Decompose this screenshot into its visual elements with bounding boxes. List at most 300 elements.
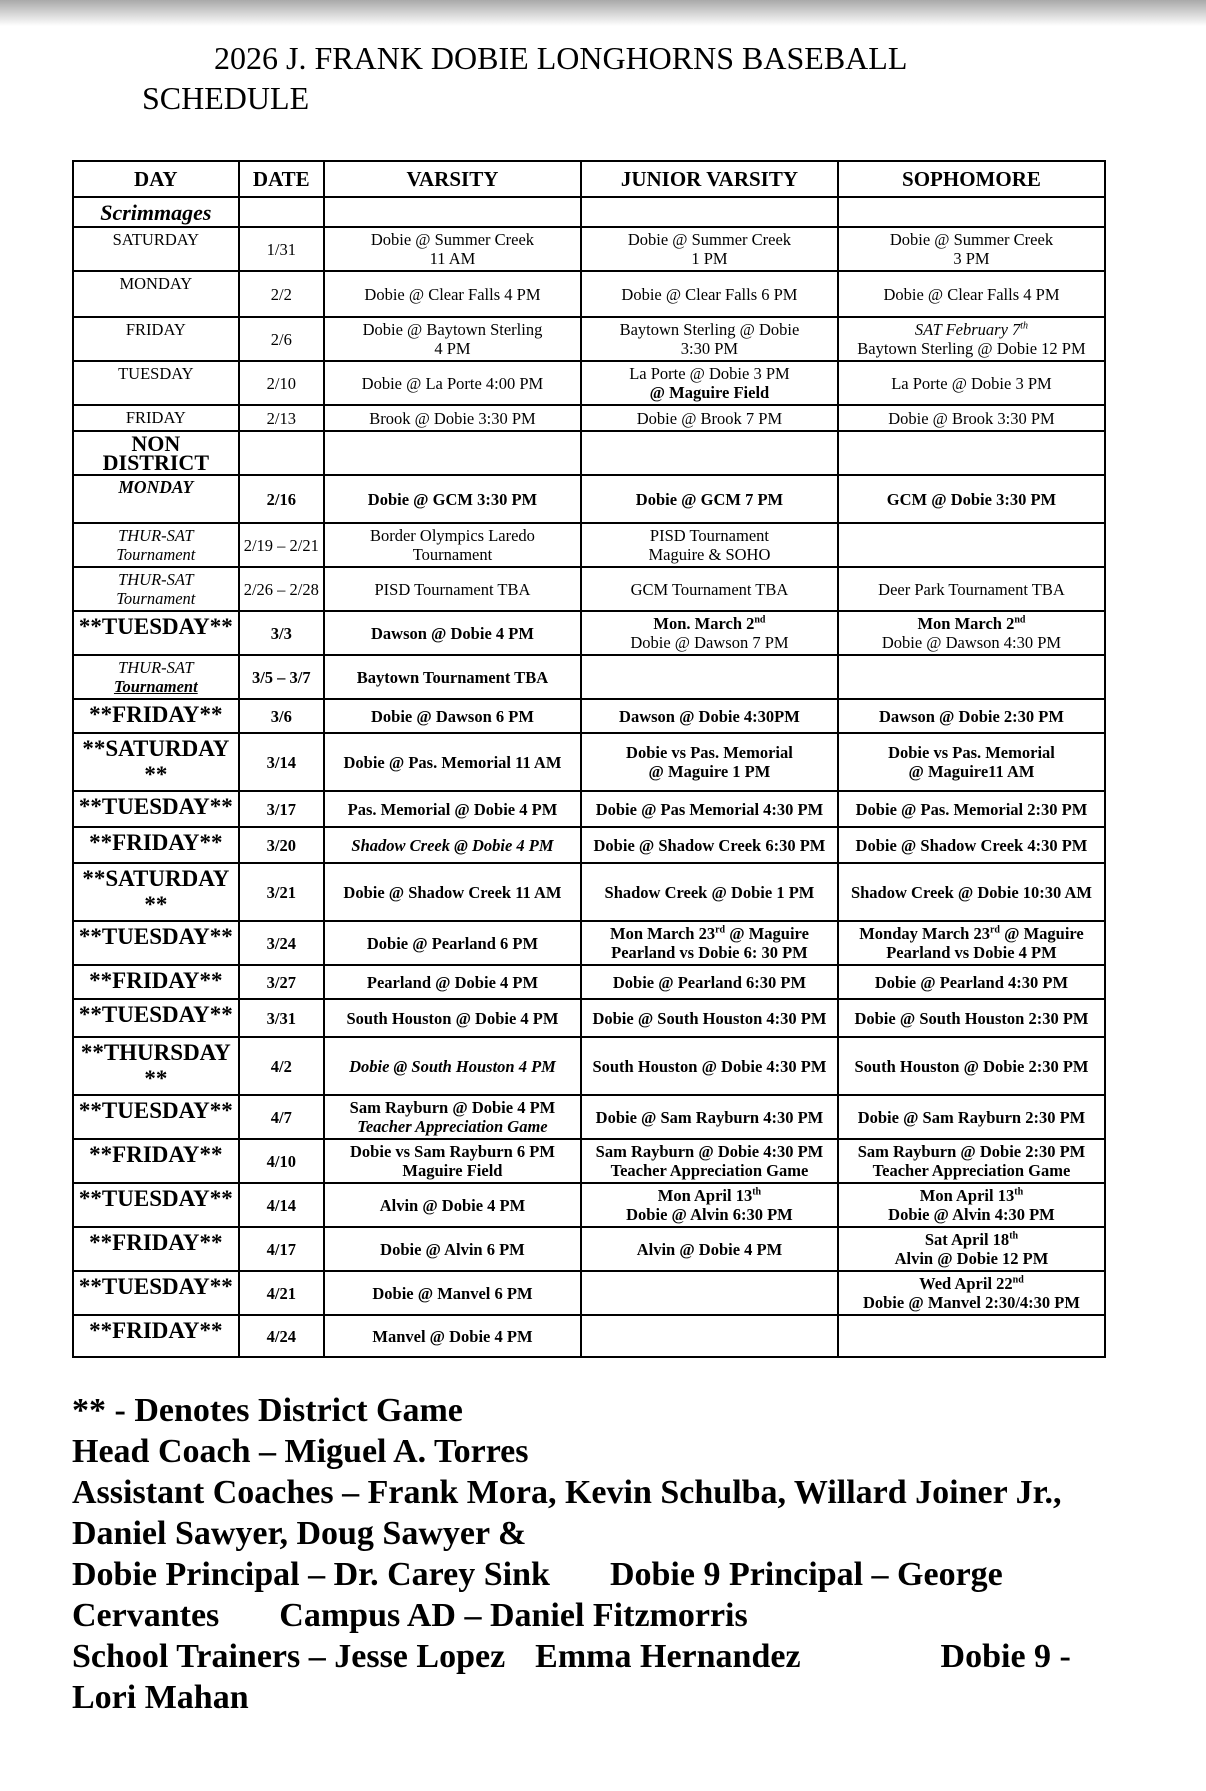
varsity-cell-line-2: Maguire Field bbox=[402, 1161, 503, 1180]
varsity-cell-text: Alvin @ Dobie 4 PM bbox=[379, 1195, 526, 1215]
varsity-cell-text: Dobie @ Pas. Memorial 11 AM bbox=[343, 752, 562, 772]
date-cell: 4/17 bbox=[239, 1227, 324, 1271]
campus-ad: Campus AD – Daniel Fitzmorris bbox=[279, 1597, 748, 1634]
schedule-row bbox=[73, 863, 1105, 921]
varsity-cell-text: Dobie @ Alvin 6 PM bbox=[380, 1239, 525, 1259]
assistant-coaches-line-2: Daniel Sawyer, Doug Sawyer & bbox=[72, 1515, 527, 1552]
soph-cell bbox=[838, 733, 1105, 791]
date-cell: 3/24 bbox=[239, 921, 324, 965]
soph-cell bbox=[838, 1095, 1105, 1139]
varsity-cell-line-1 bbox=[327, 1009, 578, 1028]
jv-cell-text: Dobie @ South Houston 4:30 PM bbox=[592, 1008, 827, 1028]
day-label: THUR-SAT bbox=[118, 526, 194, 545]
varsity-cell bbox=[324, 921, 581, 965]
varsity-cell bbox=[324, 361, 581, 405]
day-cell bbox=[73, 1037, 239, 1095]
soph-cell-line-1 bbox=[841, 924, 1102, 943]
soph-cell-line-2: Pearland vs Dobie 4 PM bbox=[886, 943, 1057, 962]
ordinal-suffix: th bbox=[1009, 1230, 1019, 1242]
jv-cell-text: Dobie @ Shadow Creek 6:30 PM bbox=[593, 835, 826, 855]
soph-cell bbox=[838, 699, 1105, 733]
jv-cell-line-1 bbox=[584, 800, 835, 819]
jv-cell-line-1 bbox=[584, 1108, 835, 1127]
varsity-cell bbox=[324, 227, 581, 271]
header-row bbox=[73, 161, 1105, 197]
soph-cell-line-1 bbox=[841, 490, 1102, 509]
day-label: FRIDAY bbox=[125, 408, 186, 427]
jv-cell-text: GCM Tournament TBA bbox=[630, 579, 789, 599]
soph-cell-line-2: Dobie @ Dawson 4:30 PM bbox=[881, 633, 1062, 652]
date-cell: 2/19 – 2/21 bbox=[239, 523, 324, 567]
varsity-cell-line-1 bbox=[327, 285, 578, 304]
ordinal-suffix: rd bbox=[715, 924, 726, 936]
soph-cell-text: Dobie @ Pas. Memorial 2:30 PM bbox=[855, 799, 1088, 819]
jv-cell bbox=[581, 227, 838, 271]
soph-cell-line-1 bbox=[841, 1009, 1102, 1028]
varsity-cell bbox=[324, 1095, 581, 1139]
soph-cell-line-1 bbox=[841, 836, 1102, 855]
jv-cell-line-1 bbox=[584, 1009, 835, 1028]
day-label: **SATURDAY bbox=[82, 866, 230, 891]
varsity-cell bbox=[324, 317, 581, 361]
ordinal-suffix: th bbox=[1014, 1186, 1024, 1198]
jv-cell-line-1 bbox=[584, 285, 835, 304]
schedule-row bbox=[73, 1183, 1105, 1227]
ordinal-suffix: th bbox=[1020, 320, 1029, 332]
jv-cell bbox=[581, 1227, 838, 1271]
soph-cell-text: SAT February 7 bbox=[914, 320, 1021, 339]
jv-cell bbox=[581, 271, 838, 317]
jv-cell-text: Dobie @ Sam Rayburn 4:30 PM bbox=[595, 1107, 824, 1127]
schedule-row bbox=[73, 827, 1105, 863]
jv-cell bbox=[581, 1271, 838, 1315]
jv-cell-line-1 bbox=[584, 1057, 835, 1076]
section-non-district bbox=[73, 431, 239, 475]
soph-cell bbox=[838, 655, 1105, 699]
varsity-cell-text: Dobie @ Summer Creek bbox=[370, 230, 535, 249]
jv-cell-line-1 bbox=[584, 409, 835, 428]
jv-cell-text: La Porte @ Dobie 3 PM bbox=[629, 364, 790, 383]
soph-cell-line-1 bbox=[841, 707, 1102, 726]
day-cell bbox=[73, 1095, 239, 1139]
schedule-row bbox=[73, 1095, 1105, 1139]
varsity-cell-line-1 bbox=[327, 707, 578, 726]
day-label: **TUESDAY** bbox=[78, 614, 233, 639]
day-label: **FRIDAY** bbox=[89, 968, 223, 993]
empty-cell bbox=[239, 197, 324, 227]
header-date: DATE bbox=[239, 161, 324, 197]
jv-cell bbox=[581, 733, 838, 791]
date-cell: 4/14 bbox=[239, 1183, 324, 1227]
header-varsity: VARSITY bbox=[324, 161, 581, 197]
date-cell: 2/16 bbox=[239, 475, 324, 523]
varsity-cell bbox=[324, 733, 581, 791]
day-label: THUR-SAT bbox=[118, 658, 194, 677]
head-coach: Head Coach – Miguel A. Torres bbox=[72, 1433, 529, 1470]
soph-cell-line-2: Dobie @ Alvin 4:30 PM bbox=[888, 1205, 1055, 1224]
jv-cell bbox=[581, 361, 838, 405]
jv-cell-text: South Houston @ Dobie 4:30 PM bbox=[592, 1056, 827, 1076]
day-label: TUESDAY bbox=[118, 364, 194, 383]
title-line-2: SCHEDULE bbox=[142, 80, 310, 116]
varsity-cell-text: Manvel @ Dobie 4 PM bbox=[372, 1326, 533, 1346]
soph-cell-line-2: Alvin @ Dobie 12 PM bbox=[894, 1249, 1049, 1268]
soph-cell-text: Dobie vs Pas. Memorial bbox=[888, 743, 1055, 762]
varsity-cell bbox=[324, 791, 581, 827]
jv-cell-line-1 bbox=[584, 230, 835, 249]
day-label: **TUESDAY** bbox=[78, 794, 233, 819]
varsity-cell-line-1 bbox=[327, 230, 578, 249]
jv-cell-text: Dobie @ Summer Creek bbox=[627, 230, 792, 249]
varsity-cell-line-1 bbox=[327, 973, 578, 992]
jv-cell-line-1 bbox=[584, 883, 835, 902]
soph-cell-text: Dobie @ Sam Rayburn 2:30 PM bbox=[857, 1107, 1086, 1127]
soph-cell-text: Dobie @ Shadow Creek 4:30 PM bbox=[855, 835, 1088, 855]
jv-cell bbox=[581, 567, 838, 611]
trainer-2: Emma Hernandez bbox=[535, 1638, 801, 1675]
day-label: **SATURDAY bbox=[82, 736, 230, 761]
varsity-cell-line-1 bbox=[327, 624, 578, 643]
varsity-cell-line-1 bbox=[327, 409, 578, 428]
jv-cell bbox=[581, 921, 838, 965]
schedule-row bbox=[73, 611, 1105, 655]
varsity-cell-line-2: Teacher Appreciation Game bbox=[357, 1117, 548, 1136]
jv-cell bbox=[581, 405, 838, 431]
date-cell: 4/7 bbox=[239, 1095, 324, 1139]
empty-cell bbox=[324, 197, 581, 227]
jv-cell bbox=[581, 1095, 838, 1139]
varsity-cell bbox=[324, 271, 581, 317]
day-cell bbox=[73, 965, 239, 999]
varsity-cell-line-1 bbox=[327, 1057, 578, 1076]
soph-cell-line-1 bbox=[841, 1274, 1102, 1293]
jv-cell-line-1 bbox=[584, 614, 835, 633]
dobie9-principal: Dobie 9 Principal – George bbox=[609, 1556, 1003, 1593]
schedule-row bbox=[73, 475, 1105, 523]
soph-cell-line-2: Baytown Sterling @ Dobie 12 PM bbox=[857, 339, 1086, 358]
soph-cell-text: South Houston @ Dobie 2:30 PM bbox=[854, 1056, 1089, 1076]
varsity-cell bbox=[324, 1315, 581, 1357]
day-label: SATURDAY bbox=[112, 230, 200, 249]
day-cell bbox=[73, 699, 239, 733]
jv-cell bbox=[581, 475, 838, 523]
soph-cell bbox=[838, 361, 1105, 405]
varsity-cell bbox=[324, 405, 581, 431]
varsity-cell-text: Dobie @ Baytown Sterling bbox=[362, 320, 543, 339]
jv-cell bbox=[581, 1315, 838, 1357]
soph-cell-line-1 bbox=[841, 580, 1102, 599]
soph-cell-text: Mon March 2 bbox=[917, 614, 1015, 633]
varsity-cell-line-1 bbox=[327, 668, 578, 687]
soph-cell-line-1 bbox=[841, 883, 1102, 902]
day-label: **FRIDAY** bbox=[89, 830, 223, 855]
jv-cell-text: Mon. March 2 bbox=[653, 614, 755, 633]
soph-cell-line-1 bbox=[841, 1142, 1102, 1161]
section-non-district-label: NON DISTRICT bbox=[102, 431, 209, 475]
jv-cell bbox=[581, 1183, 838, 1227]
varsity-cell-text: Dobie @ Shadow Creek 11 AM bbox=[343, 882, 562, 902]
varsity-cell-line-1 bbox=[327, 374, 578, 393]
varsity-cell-text: Dobie @ Dawson 6 PM bbox=[370, 706, 534, 726]
soph-cell bbox=[838, 1315, 1105, 1357]
jv-cell bbox=[581, 1139, 838, 1183]
date-cell: 3/3 bbox=[239, 611, 324, 655]
varsity-cell-line-1 bbox=[327, 753, 578, 772]
jv-cell-line-1 bbox=[584, 924, 835, 943]
soph-cell-text: Dobie @ South Houston 2:30 PM bbox=[854, 1008, 1089, 1028]
schedule-row bbox=[73, 567, 1105, 611]
jv-cell-line-1 bbox=[584, 973, 835, 992]
schedule-body bbox=[73, 197, 1105, 1357]
day-label-2: ** bbox=[144, 892, 168, 917]
section-scrimmages-label: Scrimmages bbox=[100, 199, 212, 225]
principal-cont-line bbox=[72, 1595, 1132, 1636]
jv-cell-line-2: Teacher Appreciation Game bbox=[610, 1161, 809, 1180]
varsity-cell-line-1 bbox=[327, 490, 578, 509]
soph-cell bbox=[838, 827, 1105, 863]
soph-cell bbox=[838, 999, 1105, 1037]
schedule-row bbox=[73, 523, 1105, 567]
varsity-cell-text: Dobie @ Manvel 6 PM bbox=[372, 1283, 533, 1303]
date-cell: 1/31 bbox=[239, 227, 324, 271]
soph-cell-line-1 bbox=[841, 1186, 1102, 1205]
soph-cell bbox=[838, 271, 1105, 317]
jv-cell-line-1 bbox=[584, 1186, 835, 1205]
jv-cell-text: Dobie @ Clear Falls 6 PM bbox=[621, 284, 798, 304]
school-trainers: School Trainers – Jesse Lopez bbox=[72, 1638, 506, 1675]
ordinal-suffix: rd bbox=[989, 924, 1000, 936]
schedule-row bbox=[73, 699, 1105, 733]
ordinal-suffix: th bbox=[752, 1186, 762, 1198]
empty-cell bbox=[838, 431, 1105, 475]
varsity-cell-text: Border Olympics Laredo bbox=[369, 526, 535, 545]
day-cell bbox=[73, 733, 239, 791]
soph-cell-text: Dobie @ Pearland 4:30 PM bbox=[874, 972, 1069, 992]
soph-cell-line-2: Teacher Appreciation Game bbox=[872, 1161, 1071, 1180]
date-cell: 3/31 bbox=[239, 999, 324, 1037]
soph-cell-line-1 bbox=[841, 1108, 1102, 1127]
jv-cell-text: Dobie vs Pas. Memorial bbox=[626, 743, 793, 762]
soph-cell bbox=[838, 523, 1105, 567]
dobie-principal: Dobie Principal – Dr. Carey Sink bbox=[72, 1556, 550, 1593]
soph-cell bbox=[838, 791, 1105, 827]
section-scrimmages-row bbox=[73, 197, 1105, 227]
varsity-cell-text: Shadow Creek @ Dobie 4 PM bbox=[351, 835, 554, 855]
section-non-district-row bbox=[73, 431, 1105, 475]
varsity-cell-text: PISD Tournament TBA bbox=[374, 579, 531, 599]
soph-cell-text: GCM @ Dobie 3:30 PM bbox=[886, 489, 1057, 509]
dobie9-principal-cont: Cervantes bbox=[72, 1597, 220, 1634]
soph-cell-text: Dobie @ Brook 3:30 PM bbox=[888, 408, 1055, 428]
varsity-cell bbox=[324, 655, 581, 699]
soph-cell-text: Dobie @ Clear Falls 4 PM bbox=[883, 284, 1060, 304]
soph-cell bbox=[838, 1227, 1105, 1271]
varsity-cell-line-1 bbox=[327, 883, 578, 902]
jv-cell bbox=[581, 863, 838, 921]
jv-cell-line-1 bbox=[584, 526, 835, 545]
jv-cell-line-1 bbox=[584, 490, 835, 509]
jv-cell-text: Dawson @ Dobie 4:30PM bbox=[619, 706, 800, 726]
varsity-cell bbox=[324, 1227, 581, 1271]
jv-cell bbox=[581, 999, 838, 1037]
soph-cell-line-2: 3 PM bbox=[953, 249, 990, 268]
day-label: THUR-SAT bbox=[118, 570, 194, 589]
district-legend: ** - Denotes District Game bbox=[72, 1392, 463, 1429]
soph-cell-line-1 bbox=[841, 230, 1102, 249]
varsity-cell bbox=[324, 1037, 581, 1095]
jv-cell-line-2: Maguire & SOHO bbox=[648, 545, 771, 564]
varsity-cell bbox=[324, 475, 581, 523]
date-cell: 4/24 bbox=[239, 1315, 324, 1357]
soph-cell bbox=[838, 1271, 1105, 1315]
empty-cell bbox=[581, 431, 838, 475]
jv-cell-line-2: Dobie @ Alvin 6:30 PM bbox=[626, 1205, 793, 1224]
schedule-row bbox=[73, 271, 1105, 317]
jv-cell bbox=[581, 655, 838, 699]
varsity-cell-line-1 bbox=[327, 800, 578, 819]
jv-cell-line-1 bbox=[584, 707, 835, 726]
soph-cell-text: Sat April 18 bbox=[924, 1230, 1010, 1249]
soph-cell bbox=[838, 863, 1105, 921]
varsity-cell-line-2: Tournament bbox=[412, 545, 493, 564]
jv-cell bbox=[581, 523, 838, 567]
varsity-cell-text: Dobie @ Clear Falls 4 PM bbox=[364, 284, 541, 304]
varsity-cell-text: Pearland @ Dobie 4 PM bbox=[366, 972, 539, 992]
day-label: **THURSDAY bbox=[80, 1040, 231, 1065]
schedule-row bbox=[73, 733, 1105, 791]
dobie9-trainer-label: Dobie 9 - bbox=[940, 1638, 1071, 1675]
day-label-2: Tournament bbox=[116, 545, 196, 564]
soph-cell-text: Dawson @ Dobie 2:30 PM bbox=[879, 706, 1064, 726]
schedule-row bbox=[73, 999, 1105, 1037]
jv-cell bbox=[581, 699, 838, 733]
soph-cell-line-1 bbox=[841, 800, 1102, 819]
ordinal-suffix: nd bbox=[754, 614, 766, 626]
varsity-cell bbox=[324, 567, 581, 611]
varsity-cell bbox=[324, 1183, 581, 1227]
varsity-cell-line-1 bbox=[327, 1284, 578, 1303]
jv-cell-line-1 bbox=[584, 364, 835, 383]
day-label-2: ** bbox=[144, 762, 168, 787]
varsity-cell-line-1 bbox=[327, 934, 578, 953]
empty-cell bbox=[239, 431, 324, 475]
day-cell bbox=[73, 999, 239, 1037]
day-label: MONDAY bbox=[118, 477, 194, 497]
schedule-row bbox=[73, 405, 1105, 431]
soph-cell-line-1 bbox=[841, 1057, 1102, 1076]
day-cell bbox=[73, 827, 239, 863]
jv-cell-line-1 bbox=[584, 1142, 835, 1161]
varsity-cell bbox=[324, 1139, 581, 1183]
jv-cell bbox=[581, 317, 838, 361]
jv-cell-line-1 bbox=[584, 836, 835, 855]
jv-cell-line-2: 3:30 PM bbox=[680, 339, 739, 358]
day-label: **FRIDAY** bbox=[89, 1230, 223, 1255]
date-cell: 2/2 bbox=[239, 271, 324, 317]
soph-cell-line-1 bbox=[841, 285, 1102, 304]
day-cell bbox=[73, 405, 239, 431]
day-cell bbox=[73, 791, 239, 827]
soph-cell-text: Wed April 22 bbox=[919, 1274, 1013, 1293]
day-label: **FRIDAY** bbox=[89, 702, 223, 727]
soph-cell-text: Dobie @ Summer Creek bbox=[889, 230, 1054, 249]
schedule-row bbox=[73, 361, 1105, 405]
soph-cell-line-1 bbox=[841, 320, 1102, 339]
varsity-cell bbox=[324, 965, 581, 999]
soph-cell bbox=[838, 1037, 1105, 1095]
jv-cell-text: Baytown Sterling @ Dobie bbox=[619, 320, 800, 339]
varsity-cell-text: Brook @ Dobie 3:30 PM bbox=[369, 408, 536, 428]
schedule-row bbox=[73, 1037, 1105, 1095]
varsity-cell-line-1 bbox=[327, 580, 578, 599]
jv-cell-text: Mon March 23 bbox=[610, 924, 716, 943]
empty-cell bbox=[581, 197, 838, 227]
day-cell bbox=[73, 523, 239, 567]
date-cell: 3/5 – 3/7 bbox=[239, 655, 324, 699]
varsity-cell bbox=[324, 611, 581, 655]
varsity-cell-text: Sam Rayburn @ Dobie 4 PM bbox=[349, 1098, 556, 1117]
soph-cell-text: La Porte @ Dobie 3 PM bbox=[891, 373, 1052, 393]
day-label: **TUESDAY** bbox=[78, 1002, 233, 1027]
jv-cell-text: Dobie @ Pas Memorial 4:30 PM bbox=[595, 799, 824, 819]
soph-cell-line-1 bbox=[841, 374, 1102, 393]
schedule-row bbox=[73, 965, 1105, 999]
day-cell bbox=[73, 921, 239, 965]
jv-cell-line-2: 1 PM bbox=[691, 249, 728, 268]
date-cell: 3/14 bbox=[239, 733, 324, 791]
soph-cell bbox=[838, 475, 1105, 523]
varsity-cell bbox=[324, 827, 581, 863]
soph-cell bbox=[838, 317, 1105, 361]
day-cell bbox=[73, 655, 239, 699]
assistant-coaches-line-1: Assistant Coaches – Frank Mora, Kevin Schulba, Willard Joiner Jr., bbox=[72, 1474, 1062, 1511]
section-scrimmages bbox=[73, 197, 239, 227]
varsity-cell-text: Dobie vs Sam Rayburn 6 PM bbox=[350, 1142, 555, 1161]
soph-cell-text: Monday March 23 bbox=[859, 924, 990, 943]
varsity-cell-line-1 bbox=[327, 1098, 578, 1117]
schedule-row bbox=[73, 791, 1105, 827]
jv-cell-line-2: Pearland vs Dobie 6: 30 PM bbox=[611, 943, 808, 962]
date-cell: 3/6 bbox=[239, 699, 324, 733]
day-cell bbox=[73, 475, 239, 523]
jv-cell-line-2: @ Maguire Field bbox=[649, 383, 770, 402]
date-cell: 4/2 bbox=[239, 1037, 324, 1095]
soph-cell-line-2: @ Maguire11 AM bbox=[908, 762, 1035, 781]
jv-cell bbox=[581, 965, 838, 999]
ordinal-suffix: nd bbox=[1014, 614, 1026, 626]
day-cell bbox=[73, 1315, 239, 1357]
varsity-cell-text: Baytown Tournament TBA bbox=[356, 667, 549, 687]
day-label: **TUESDAY** bbox=[78, 1186, 233, 1211]
soph-cell-line-1 bbox=[841, 1230, 1102, 1249]
varsity-cell-text: Dobie @ Pearland 6 PM bbox=[366, 933, 539, 953]
jv-cell-text: Shadow Creek @ Dobie 1 PM bbox=[604, 882, 815, 902]
varsity-cell-line-1 bbox=[327, 836, 578, 855]
day-label: MONDAY bbox=[119, 274, 193, 293]
footer-notes bbox=[72, 1390, 1132, 1718]
schedule-row bbox=[73, 921, 1105, 965]
day-label-2: Tournament bbox=[113, 677, 198, 696]
varsity-cell bbox=[324, 523, 581, 567]
day-label: FRIDAY bbox=[125, 320, 186, 339]
day-label: **TUESDAY** bbox=[78, 1098, 233, 1123]
varsity-cell bbox=[324, 863, 581, 921]
day-cell bbox=[73, 1271, 239, 1315]
varsity-cell bbox=[324, 999, 581, 1037]
soph-cell-line-1 bbox=[841, 743, 1102, 762]
jv-cell-text: Mon April 13 bbox=[657, 1186, 753, 1205]
schedule-row bbox=[73, 1315, 1105, 1357]
